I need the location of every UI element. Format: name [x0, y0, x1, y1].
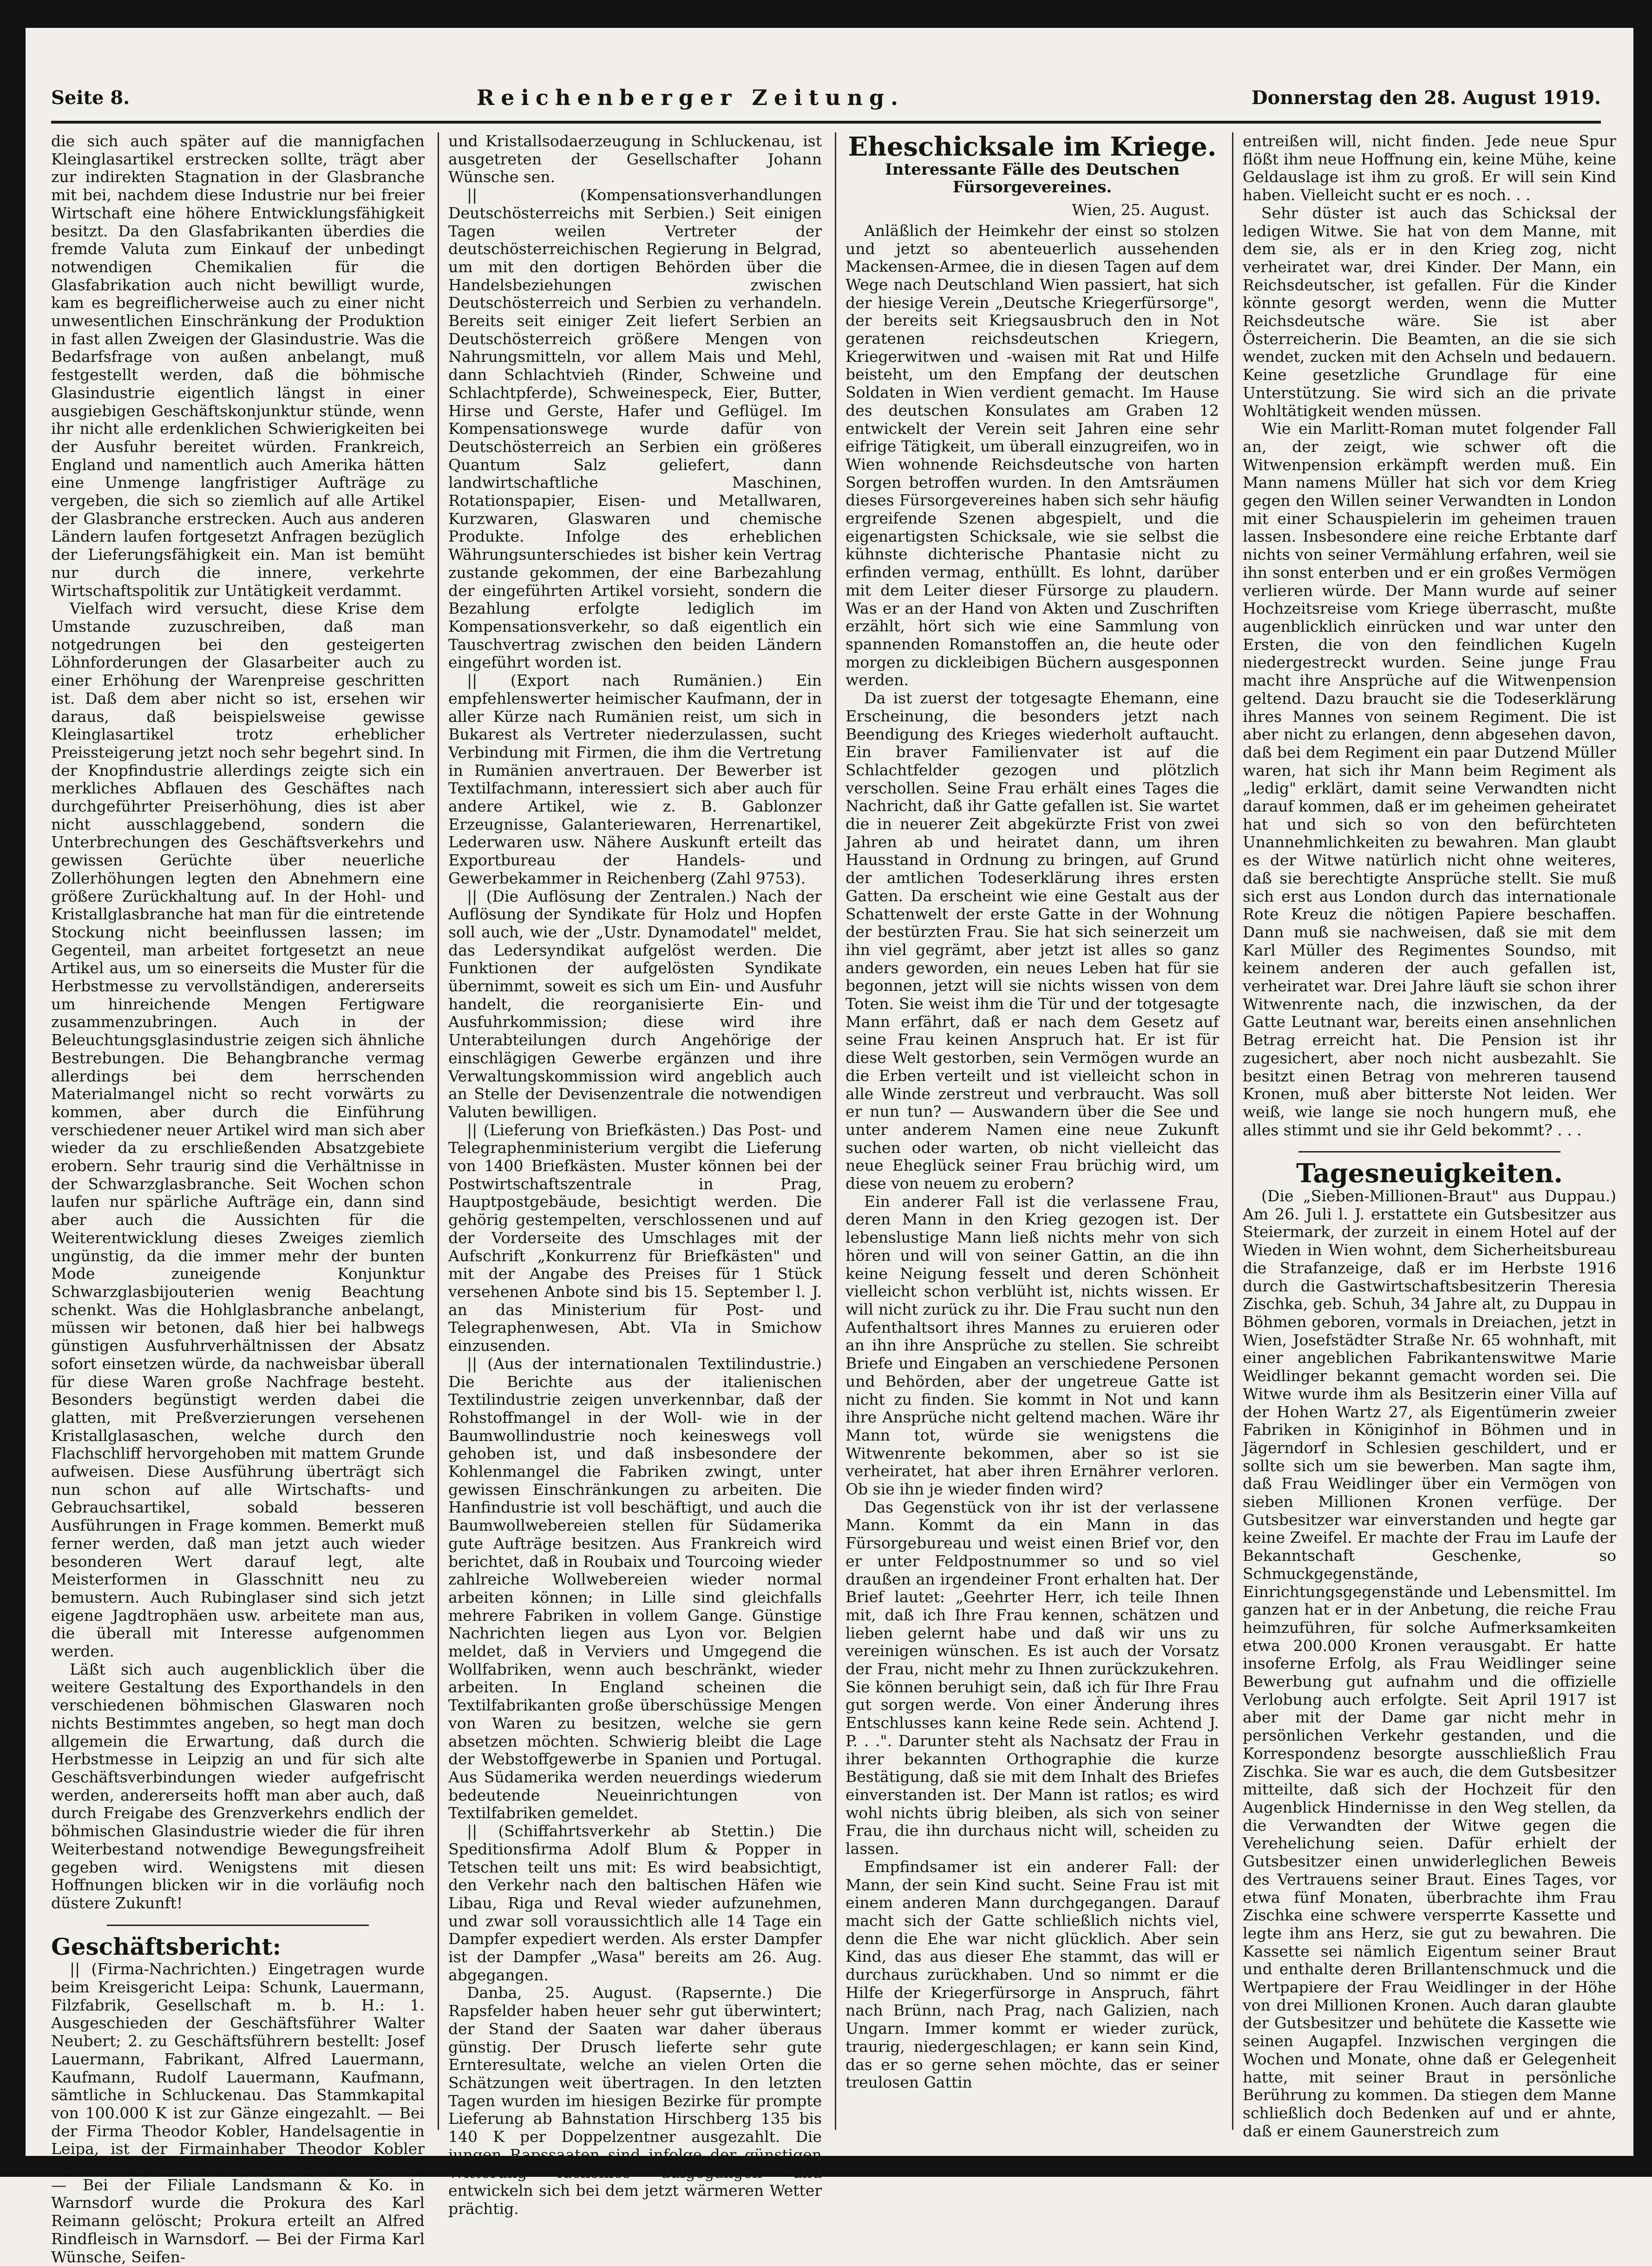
paragraph: Da ist zuerst der totgesagte Ehemann, eine Erscheinung, die besonders jetzt nach Beendigung des Krieges wiederholt auftaucht. Ein braver Familienvater ist auf die Schlachtfelder gezogen und plötzlich verschollen. Seine Frau erhält eines Tages die Nachricht, daß ihr Gatte gefallen ist. Sie wartet die in neuerer Zeit abgekürzte Frist von zwei Jahren ab und heiratet dann, um ihren Hausstand in Ordnung zu bringen, auf Grund der amtlichen Todeserklärung ihres ersten Gatten. Da erscheint wie eine Gestalt aus der Schattenwelt der erste Gatte in der Wohnung der bestürzten Frau. Sie hat sich seinerzeit um ihn viel gegrämt, aber jetzt ist alles so ganz anders geworden, ein neues Leben hat für sie begonnen, jetzt will sie nichts wissen von dem Toten. Sie weist ihm die Tür und der totgesagte Mann erfährt, daß er nach dem Gesetz auf seine Frau keinen Anspruch hat. Er ist für diese Welt gestorben, sein Vermögen wurde an die Erben verteilt und ist vielleicht schon in alle Winde zerstreut und verbraucht. Was soll er nun tun? — Auswandern über die See und unter anderem Namen eine neue Zukunft suchen oder warten, ob nicht vielleicht das neue Eheglück seiner Frau brüchig wird, um diese von neuem zu erobern? [846, 689, 1219, 1193]
scan-border-top [0, 0, 1652, 28]
page-number: Seite 8. [51, 86, 130, 109]
columns [51, 131, 1617, 2266]
paragraph: Wie ein Marlitt-Roman mutet folgender Fall an, der zeigt, wie schwer oft die Witwenpension erkämpft werden muß. Ein Mann namens Müller hat sich vor dem Krieg gegen den Willen seiner Verwandten in London mit einer Schauspielerin im geheimen trauen lassen. Insbesondere eine reiche Erbtante darf nichts von seiner Vermählung erfahren, weil sie ihn sonst enterben und er ein großes Vermögen verlieren würde. Der Mann wurde auf seiner Hochzeitsreise vom Kriege überrascht, mußte augenblicklich einrücken und war unter den Ersten, die von den feindlichen Kugeln niedergestreckt wurden. Seine junge Frau macht ihre Ansprüche auf die Witwenpension geltend. Dazu braucht sie die Todeserklärung ihres Mannes von seinem Regiment. Die ist aber nicht zu erlangen, denn abgesehen davon, daß bei dem Regiment ein paar Dutzend Müller waren, hat sich ihr Mann beim Regiment als „ledig" erklärt, damit seine Verwandten nicht darauf kommen, daß er im geheimen geheiratet hat und sich so von den befürchteten Unannehmlichkeiten zu bewahren. Man glaubt es der Witwe natürlich nicht ohne weiteres, daß sie berechtigte Ansprüche stellt. Sie muß sich erst aus London durch das internationale Rote Kreuz die nötigen Papiere beschaffen. Dann muß sie nachweisen, daß sie mit dem Karl Müller des Regimentes Soundso, mit keinem anderen der auch gefallen ist, verheiratet war. Drei Jahre läuft sie schon ihrer Witwenrente nach, die inzwischen, da der Gatte Leutnant war, bereits einen ansehnlichen Betrag erreicht hat. Die Pension ist ihr zugesichert, aber noch nicht ausbezahlt. Sie besitzt einen Betrag von mehreren tausend Kronen, muß aber bitterste Not leiden. Wer weiß, wie lange sie noch hungern muß, ehe alles stimmt und sie ihr Geld bekommt? . . . [1243, 419, 1616, 1139]
paragraph: Danba, 25. August. (Rapsernte.) Die Rapsfelder haben heuer sehr gut überwintert; der Stand der Saaten war daher überaus günstig. Der Drusch lieferte sehr gute Ernteresultate, welche an vielen Orten die Schätzungen weit übertragen. In den letzten Tagen wurden im hiesigen Bezirke für prompte Lieferung ab Bahnstation Hirschberg 135 bis 140 K per Doppelzentner ausgezahlt. Die jungen Rapssaaten sind infolge der günstigen Witterung lückenlos aufgegangen und entwickeln sich bei dem jetzt wärmeren Wetter prächtig. [448, 1984, 822, 2218]
column-2-text [448, 132, 822, 2218]
header-rule [51, 121, 1601, 124]
section-heading-business: Geschäftsbericht: [51, 1932, 282, 1960]
paragraph: Ein anderer Fall ist die verlassene Frau, deren Mann in den Krieg gezogen ist. Der lebenslustige Mann ließ nichts mehr von sich hören und will von seiner Gattin, an die ihn keine Neigung fesselt und deren Schönheit vielleicht schon verblüht ist, nichts wissen. Er will nicht zurück zu ihr. Die Frau sucht nun den Aufenthaltsort ihres Mannes zu eruieren oder an ihn ihre Ansprüche zu stellen. Sie schreibt Briefe und Eingaben an verschiedene Personen und Behörden, aber der ungetreue Gatte ist nicht zu finden. Sie kommt in Not und kann ihre Ansprüche nicht geltend machen. Wäre ihr Mann tot, würde sie wenigstens die Witwenrente bekommen, aber so ist sie verheiratet, hat aber ihren Ernährer verloren. Ob sie ihn je wieder finden wird? [846, 1192, 1219, 1499]
column-separator [835, 132, 836, 2130]
issue-date: Donnerstag den 28. August 1919. [1251, 86, 1601, 109]
paragraph: Das Gegenstück von ihr ist der verlassene Mann. Kommt da ein Mann in das Fürsorgebureau und weist einen Brief vor, den er unter Feldpostnummer so und so viel draußen an irgendeiner Front erhalten hat. Der Brief lautet: „Geehrter Herr, ich teile Ihnen mit, daß ich Ihre Frau kennen, schätzen und lieben gelernt habe und daß wir uns zu vereinigen wünschen. Es ist auch der Vorsatz der Frau, nicht mehr zu Ihnen zurückzukehren. Sie können beruhigt sein, daß ich für Ihre Frau gut sorgen werde. Von einer Änderung ihres Entschlusses kann keine Rede sein. Achtend J. P. . .". Darunter steht als Nachsatz der Frau in ihrer bekannten Orthographie die kurze Bestätigung, daß sie mit dem Inhalt des Briefes einverstanden ist. Der Mann ist ratlos; es wird wohl nichts übrig bleiben, als sich von seiner Frau, die ihn durchaus nicht will, scheiden zu lassen. [846, 1498, 1219, 1858]
paragraph: || (Lieferung von Briefkästen.) Das Post- und Telegraphenministerium vergibt die Lieferung von 1400 Briefkästen. Muster können bei der Postwirtschaftszentrale in Prag, Hauptpostgebäude, besichtigt werden. Die gehörig gestempelten, verschlossenen und auf der Vorderseite des Umschlages mit der Aufschrift „Konkurrenz für Briefkästen" und mit der Angabe des Preises für 1 Stück versehenen Anbote sind bis 15. September l. J. an das Ministerium für Post- und Telegraphenwesen, Abt. VIa in Smichow einzusenden. [448, 1120, 822, 1355]
column-1-text [51, 132, 425, 2266]
masthead [51, 81, 1601, 114]
paragraph: und Kristallsodaerzeugung in Schluckenau, ist ausgetreten der Gesellschafter Johann Wünsche sen. [448, 132, 822, 186]
paragraph: || (Kompensationsverhandlungen Deutschösterreichs mit Serbien.) Seit einigen Tagen weilen Vertreter der deutschösterreichischen Regierung in Belgrad, um mit den dortigen Behörden über die Handelsbeziehungen zwischen Deutschösterreich und Serbien zu verhandeln. Bereits seit einiger Zeit liefert Serbien an Deutschösterreich größere Mengen von Nahrungsmitteln, vor allem Mais und Mehl, dann Schlachtvieh (Rinder, Schweine und Schlachtpferde), Schweinespeck, Eier, Butter, Hirse und Gerste, Hafer und Geflügel. Im Kompensationswege wurde dafür von Deutschösterreich an Serbien ein größeres Quantum Salz geliefert, dann landwirtschaftliche Maschinen, Rotationspapier, Eisen- und Metallwaren, Kurzwaren, Glaswaren und chemische Produkte. Infolge des erheblichen Währungsunterschiedes ist bisher kein Vertrag zustande gekommen, der eine Barbezahlung der eingeführten Artikel vorsieht, sondern die Bezahlung erfolgte lediglich im Kompensationsverkehr, so daß eigentlich ein Tauschvertrag zwischen den beiden Ländern eingeführt worden ist. [448, 186, 822, 672]
paragraph: Sehr düster ist auch das Schicksal der ledigen Witwe. Sie hat von dem Manne, mit dem sie, als er in den Krieg zog, nicht verheiratet war, drei Kinder. Der Mann, ein Reichsdeutscher, ist gefallen. Für die Kinder könnte gesorgt werden, wenn die Mutter Reichsdeutsche wäre. Sie ist aber Österreicherin. Die Beamten, an die sie sich wendet, zucken mit den Achseln und bedauern. Keine gesetzliche Grundlage für eine Unterstützung. Sie wird sich an die private Wohltätigkeit wenden müssen. [1243, 203, 1616, 420]
paragraph: Empfindsamer ist ein anderer Fall: der Mann, der sein Kind sucht. Seine Frau ist mit einem anderen Mann durchgegangen. Darauf macht sich der Gatte schließlich nichts viel, denn die Ehe war nicht glücklich. Aber sein Kind, das aus dieser Ehe stammt, das will er durchaus zurückhaben. Und so nimmt er die Hilfe der Kriegerfürsorge in Anspruch, fährt nach Brünn, nach Prag, nach Galizien, nach Ungarn. Immer kommt er wieder zurück, traurig, niedergeschlagen; er kann sein Kind, das er so gerne sehen möchte, das er seiner treulosen Gattin [846, 1857, 1219, 2092]
article-heading-marriage: Eheschicksale im Kriege. [848, 131, 1217, 162]
paragraph: || (Export nach Rumänien.) Ein empfehlenswerter heimischer Kaufmann, der in aller Kürze nach Rumänien reist, um sich in Bukarest als Vertreter niederzulassen, sucht Verbindung mit Firmen, die ihm die Vertretung in Rumänien anvertrauen. Der Bewerber ist Textilfachmann, interessiert sich aber auch für andere Artikel, wie z. B. Gablonzer Erzeugnisse, Galanteriewaren, Herrenartikel, Lederwaren usw. Nähere Auskunft erteilt das Exportbureau der Handels- und Gewerbekammer in Reichenberg (Zahl 9753). [448, 671, 822, 887]
paragraph: (Die „Sieben-Millionen-Braut" aus Duppau.) Am 26. Juli l. J. erstattete ein Gutsbesitzer aus Steiermark, der zurzeit in einem Hotel auf der Wieden in Wien wohnt, dem Sicherheitsbureau die Strafanzeige, daß er im Herbste 1916 durch die Gastwirtschaftsbesitzerin Theresia Zischka, geb. Schuh, 34 Jahre alt, zu Duppau in Böhmen geboren, vormals in Dreiachen, jetzt in Wien, Josefstädter Straße Nr. 65 wohnhaft, mit einer angeblichen Fabrikantenswitwe Marie Weidlinger bekannt gemacht worden sei. Die Witwe wurde ihm als Besitzerin einer Villa auf der Hohen Wartz 27, als Eigentümerin zweier Fabriken in Königinhof in Böhmen und in Jägerndorf in Schlesien geschildert, und er sollte sich um sie bewerben. Man sagte ihm, daß Frau Weidlinger über ein Vermögen von sieben Millionen Kronen verfüge. Der Gutsbesitzer war einverstanden und hegte gar keine Zweifel. Er machte der Frau im Laufe der Bekanntschaft Geschenke, so Schmuckgegenstände, Einrichtungsgegenstände und Lebensmittel. Im ganzen hat er in der Anbetung, die reiche Frau heimzuführen, für solche Aufmerksamkeiten etwa 200.000 Kronen verausgabt. Er hatte insoferne Erfolg, als Frau Weidlinger seine Bewerbung gut aufnahm und die offizielle Verlobung auch erfolgte. Seit April 1917 ist aber mit der Dame gar nicht mehr in persönlichen Verkehr gestanden, und die Korrespondenz besorgte ausschließlich Frau Zischka. Sie war es auch, die dem Gutsbesitzer mitteilte, daß sich der Hochzeit für den Augenblick Hindernisse in den Weg stellen, da die Verwandten der Witwe gegen die Verehelichung seien. Dafür erhielt der Gutsbesitzer einen unwiderleglichen Beweis des Vertrauens seiner Braut. Eines Tages, vor etwa fünf Monaten, überbrachte ihm Frau Zischka eine schwere versperrte Kassette und legte ihm ans Herz, sie gut zu bewahren. Die Kassette sei nämlich Eigentum seiner Braut und enthalte deren Brillantenschmuck und die Wertpapiere der Frau Weidlinger in der Höhe von drei Millionen Kronen. Auch daran glaubte der Gutsbesitzer und behütete die Kassette wie seinen Augapfel. Inzwischen vergingen die Wochen und Monate, ohne daß er Gelegenheit hatte, mit seiner Braut in persönliche Berührung zu kommen. Da stiegen dem Manne schließlich doch Bedenken auf und er ahnte, daß er einem Gaunerstreich zum [1243, 1187, 1616, 2140]
paragraph: || (Aus der internationalen Textilindustrie.) Die Berichte aus der italienischen Textilindustrie zeigen unverkennbar, daß der Rohstoffmangel in der Woll- wie in der Baumwollindustrie noch keineswegs voll gehoben ist, und daß insbesondere der Kohlenmangel die Fabriken zwingt, unter gewissen Einschränkungen zu arbeiten. Die Hanfindustrie ist voll beschäftigt, und auch die Baumwollwebereien stellen für Südamerika gute Aufträge besitzen. Aus Frankreich wird berichtet, daß in Roubaix und Tourcoing wieder zahlreiche Wollwebereien wieder normal arbeiten können; in Lille sind gleichfalls mehrere Fabriken in vollem Gange. Günstige Nachrichten liegen aus Lyon vor. Belgien meldet, daß in Verviers und Umgegend die Wollfabriken, wenn auch beschränkt, wieder arbeiten. In England scheinen die Textilfabrikanten große überschüssige Mengen von Waren zu besitzen, welche sie gern absetzen möchten. Schwierig bleibt die Lage der Webstoffgewerbe in Spanien und Portugal. Aus Südamerika werden neuerdings wiederum bedeutende Neueinrichtungen von Textilfabriken gemeldet. [448, 1354, 822, 1822]
article-dateline: Wien, 25. August. [1072, 201, 1210, 219]
paragraph: Läßt sich auch augenblicklich über die weitere Gestaltung des Exporthandels in den verschiedenen böhmischen Glaswaren noch nichts Bestimmtes angeben, so hegt man doch allgemein die Erwartung, daß durch die Herbstmesse in Leipzig an und für sich alte Geschäftsverbindungen wieder aufgefrischt werden, andererseits hofft man aber auch, daß durch Freigabe des Grenzverkehrs endlich der böhmischen Glasindustrie wieder die für ihren Weiterbestand notwendige Bewegungsfreiheit gegeben wird. Wenigstens mit diesen Hoffnungen blicken wir in die vorläufig noch düstere Zukunft! [51, 1660, 425, 1912]
column-separator [1232, 132, 1233, 2130]
column-2 [448, 132, 822, 2218]
paragraph: || (Firma-Nachrichten.) Eingetragen wurde beim Kreisgericht Leipa: Schunk, Lauermann, Filzfabrik, Gesellschaft m. b. H.: 1. Ausgeschieden der Geschäftsführer Walter Neubert; 2. zu Geschäftsführern bestellt: Josef Lauermann, Fabrikant, Alfred Lauermann, Kaufmann, Rudolf Lauermann, Kaufmann, sämtliche in Schluckenau. Das Stammkapital von 100.000 K ist zur Gänze eingezahlt. — Bei der Firma Theodor Kobler, Handelsagentie in Leipa, ist der Firmainhaber Theodor Kobler gestorben. Eingetreten Josef Kobler, Kaufmann. — Bei der Filiale Landsmann & Ko. in Warnsdorf wurde die Prokura des Karl Reimann gelöscht; Prokura erteilt an Alfred Rindfleisch in Warnsdorf. — Bei der Firma Karl Wünsche, Seifen- [51, 1960, 425, 2266]
paragraph: entreißen will, nicht finden. Jede neue Spur flößt ihm neue Hoffnung ein, keine Mühe, keine Geldauslage ist ihm zu groß. Er will sein Kind haben. Vielleicht sucht er es noch. . . [1243, 132, 1616, 204]
divider [107, 1925, 369, 1926]
column-4-text [1243, 132, 1616, 2140]
column-3-text [846, 131, 1219, 2092]
paragraph: || (Schiffahrtsverkehr ab Stettin.) Die Speditionsfirma Adolf Blum & Popper in Tetschen teilt uns mit: Es wird beabsichtigt, den Verkehr nach den baltischen Häfen wie Libau, Riga und Reval wieder aufzunehmen, und zwar soll voraussichtlich alle 14 Tage ein Dampfer expediert werden. Als erster Dampfer ist der Dampfer „Wasa" bereits am 26. Aug. abgegangen. [448, 1822, 822, 1984]
article-subheading: Interessante Fälle des Deutschen Fürsorgevereines. [885, 160, 1180, 197]
paragraph: die sich auch später auf die mannigfachen Kleinglasartikel erstrecken sollte, trägt aber zur indirekten Stagnation in der Glasbranche mit bei, nachdem diese Industrie nur bei freier Wirtschaft eine höhere Entwicklungsfähigkeit besitzt. Da den Glasfabrikanten überdies die fremde Valuta zum Einkauf der unbedingt notwendigen Chemikalien für die Glasfabrikation auch nicht bewilligt wurde, kam es begreiflicherweise auch zu einer nicht unwesentlichen Einschränkung der Produktion in fast allen Zweigen der Glasindustrie. Was die Bedarfsfrage von außen anbelangt, muß festgestellt werden, daß die böhmische Glasindustrie eigentlich längst in einer ausgiebigen Geschäftskonjunktur stünde, wenn ihr nicht alle erdenklichen Schwierigkeiten bei der Ausfuhr bereitet würden. Frankreich, England und namentlich auch Amerika hätten eine Unmenge langfristiger Aufträge zu vergeben, die sich so ziemlich auf alle Artikel der Glasbranche erstrecken. Auch aus anderen Ländern laufen fortgesetzt Anfragen bezüglich der Lieferungsfähigkeit ein. Man ist bemüht nur durch die innere, verkehrte Wirtschaftspolitik zur Untätigkeit verdammt. [51, 132, 425, 600]
column-4 [1243, 132, 1616, 2140]
paragraph: Vielfach wird versucht, diese Krise dem Umstande zuzuschreiben, daß man notgedrungen bei den gesteigerten Löhnforderungen der Glasarbeiter auch zu einer Erhöhung der Warenpreise geschritten ist. Daß dem aber nicht so ist, ersehen wir daraus, daß beispielsweise gewisse Kleinglasartikel trotz erheblicher Preissteigerung jetzt noch sehr begehrt sind. In der Knopfindustrie allerdings zeigte sich ein merkliches Abflauen des Geschäftes nach durchgeführter Preiserhöhung, dies ist aber nicht ausschlaggebend, sondern die Unterbrechungen des Geschäftsverkehrs und gewissen Gerüchte über neuerliche Zollerhöhungen legten den Abnehmern eine größere Zurückhaltung auf. In der Hohl- und Kristallglasbranche hat man für die eintretende Stockung nicht beeinflussen lassen; im Gegenteil, man arbeitet fortgesetzt an neue Artikel aus, um so einerseits die Muster für die Herbstmesse zu vervollständigen, andererseits um hinreichende Mengen Fertigware zusammenzubringen. Auch in der Beleuchtungsglasindustrie zeigen sich ähnliche Bestrebungen. Die Behangbranche vermag allerdings bei dem herrschenden Materialmangel nicht so recht vorwärts zu kommen, aber durch die Einführung verschiedener neuer Artikel wird man sich aber wieder da zu erschließenden Absatzgebiete erobern. Sehr traurig sind die Verhältnisse in der Schwarzglasbranche. Seit Wochen schon laufen nur spärliche Aufträge ein, dann sind aber auch die Aussichten für die Weiterentwicklung dieses Zweiges ziemlich ungünstig, da die immer mehr der bunten Mode zuneigende Konjunktur Schwarzglasbijouterien wenig Beachtung schenkt. Was die Hohlglasbranche anbelangt, müssen wir betonen, daß hier bei halbwegs günstigen Ausfuhrverhältnissen der Absatz sofort einsetzen würde, da nachweisbar überall für diese Waren große Nachfrage besteht. Besonders begünstigt werden dabei die glatten, mit Preßverzierungen versehenen Kristallglasaschen, welche durch den Flachschliff hervorgehoben mit mattem Grunde aufweisen. Diese Ausführung überträgt sich nun schon auf alle Wirtschafts- und Gebrauchsartikel, sobald besseren Ausführungen in Frage kommen. Bemerkt muß ferner werden, daß man jetzt auch wieder besonderen Wert darauf legt, alte Meisterformen in Glasschnitt neu zu bemustern. Auch Rubinglaser sind sich jetzt eigene Jagdtrophäen usw. arbeitete man aus, die überall mit Interesse aufgenommen werden. [51, 599, 425, 1661]
section-heading-news: Tagesneuigkeiten. [1296, 1158, 1563, 1189]
scan-border-left [0, 0, 26, 2177]
scan-border-right [1633, 0, 1652, 2177]
paragraph: Anläßlich der Heimkehr der einst so stolzen und jetzt so abenteuerlich aussehenden Mackensen-Armee, die in diesen Tagen auf dem Wege nach Deutschland Wien passiert, hat sich der hiesige Verein „Deutsche Kriegerfürsorge", der bereits seit Kriegsausbruch den in Not geratenen reichsdeutschen Kriegern, Kriegerwitwen und -waisen mit Rat und Hilfe beisteht, um den Empfang der deutschen Soldaten in Wien verdient gemacht. Im Hause des deutschen Konsulates am Graben 12 entwickelt der Verein seit Jahren eine sehr eifrige Tätigkeit, um überall einzugreifen, wo in Wien wohnende Reichsdeutsche von harten Sorgen betroffen wurden. In den Amtsräumen dieses Fürsorgevereines haben sich sehr häufig ergreifende Szenen abgespielt, und die eigenartigsten Schicksale, wie sie selbst die kühnste dichterische Phantasie nicht zu erfinden vermag, enthüllt. Es lohnt, darüber mit dem Leiter dieser Fürsorge zu plaudern. Was er an der Hand von Akten und Zuschriften erzählt, hört sich wie eine Sammlung von spannenden Romanstoffen an, die heute oder morgen zu dickleibigen Büchern ausgesponnen werden. [846, 221, 1219, 689]
divider [1298, 1151, 1560, 1153]
column-separator [438, 132, 439, 2130]
column-3 [846, 132, 1219, 2130]
column-1 [51, 132, 425, 2266]
paragraph: || (Die Auflösung der Zentralen.) Nach der Auflösung der Syndikate für Holz und Hopfen soll auch, wie der „Ustr. Dynamodatel" meldet, das Ledersyndikat aufgelöst werden. Die Funktionen der aufgelösten Syndikate übernimmt, soweit es sich um Ein- und Ausfuhr handelt, die reorganisierte Ein- und Ausfuhrkommission; diese wird ihre Unterabteilungen durch Angehörige der einschlägigen Gewerbe ergänzen und ihre Verwaltungskommission wird angeblich auch an Stelle der Devisenzentrale die notwendigen Valuten bewilligen. [448, 887, 822, 1121]
newspaper-title: Reichenberger Zeitung. [476, 85, 905, 110]
